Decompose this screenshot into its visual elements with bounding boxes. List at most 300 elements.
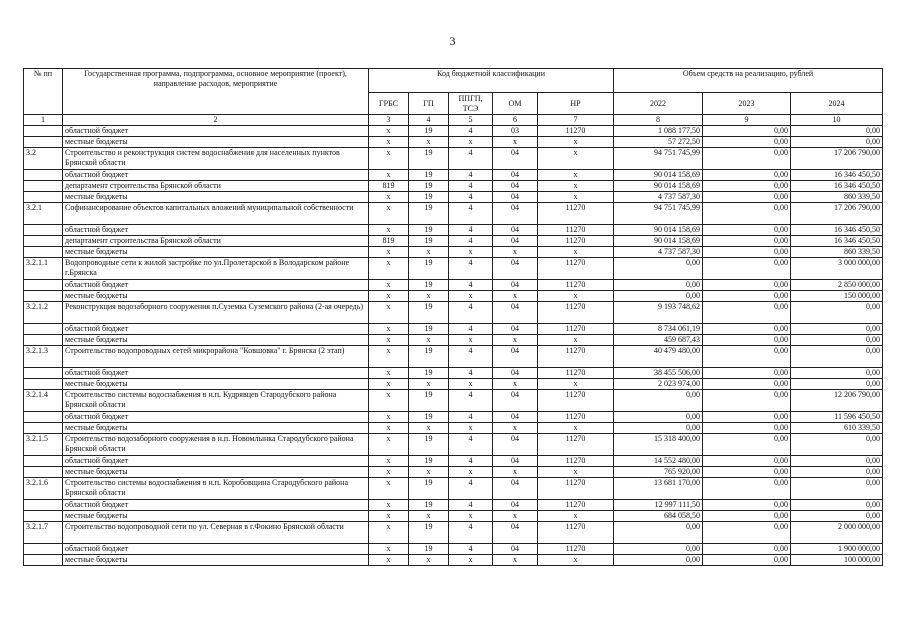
row-2023: 0,00 xyxy=(703,170,791,181)
row-grbs: 819 xyxy=(369,181,409,192)
row-gp: х xyxy=(409,467,449,478)
row-2024: 610 339,50 xyxy=(791,423,883,434)
row-2022: 15 318 400,00 xyxy=(614,434,703,456)
row-nr: х xyxy=(538,181,614,192)
row-gp: 19 xyxy=(409,456,449,467)
row-2022: 8 734 061,19 xyxy=(614,324,703,335)
row-2023: 0,00 xyxy=(703,236,791,247)
row-2022: 765 920,00 xyxy=(614,467,703,478)
budget-table xyxy=(23,68,883,566)
row-om: 04 xyxy=(493,412,538,423)
row-om: 04 xyxy=(493,456,538,467)
row-2022: 90 014 158,69 xyxy=(614,181,703,192)
row-name: Водопроводные сети к жилой застройке по ул.Пролетарской в Володарском районе г.Брянска xyxy=(63,258,369,280)
table-row xyxy=(24,544,883,555)
row-grbs: х xyxy=(369,126,409,137)
row-om: 04 xyxy=(493,181,538,192)
row-code: 3.2.1.3 xyxy=(24,346,63,368)
row-code xyxy=(24,500,63,511)
column-number: 10 xyxy=(791,115,883,126)
row-nr: х xyxy=(538,423,614,434)
row-nr: х xyxy=(538,291,614,302)
row-gp: х xyxy=(409,423,449,434)
row-2022: 0,00 xyxy=(614,291,703,302)
row-2023: 0,00 xyxy=(703,423,791,434)
row-2023: 0,00 xyxy=(703,324,791,335)
row-om: 04 xyxy=(493,170,538,181)
row-2022: 684 058,50 xyxy=(614,511,703,522)
row-2024: 0,00 xyxy=(791,346,883,368)
row-om: х xyxy=(493,137,538,148)
row-grbs: 819 xyxy=(369,236,409,247)
row-name: областной бюджет xyxy=(63,170,369,181)
row-nr: 11270 xyxy=(538,203,614,225)
row-2024: 0,00 xyxy=(791,456,883,467)
row-name: местные бюджеты xyxy=(63,137,369,148)
row-name: местные бюджеты xyxy=(63,467,369,478)
row-nr: 11270 xyxy=(538,225,614,236)
row-2024: 0,00 xyxy=(791,368,883,379)
row-2024: 0,00 xyxy=(791,137,883,148)
row-2024: 17 206 790,00 xyxy=(791,148,883,170)
row-name: областной бюджет xyxy=(63,225,369,236)
row-2023: 0,00 xyxy=(703,456,791,467)
table-row xyxy=(24,555,883,566)
row-gp: х xyxy=(409,379,449,390)
row-ppgp: х xyxy=(449,247,493,258)
row-code xyxy=(24,379,63,390)
row-code xyxy=(24,291,63,302)
row-code xyxy=(24,225,63,236)
row-2024: 16 346 450,50 xyxy=(791,225,883,236)
row-2024: 3 000 000,00 xyxy=(791,258,883,280)
row-grbs: х xyxy=(369,324,409,335)
row-2022: 94 751 745,99 xyxy=(614,148,703,170)
row-ppgp: 4 xyxy=(449,236,493,247)
row-om: х xyxy=(493,467,538,478)
row-2023: 0,00 xyxy=(703,368,791,379)
row-2024: 0,00 xyxy=(791,478,883,500)
row-om: х xyxy=(493,511,538,522)
table-row xyxy=(24,423,883,434)
row-nr: 11270 xyxy=(538,324,614,335)
row-ppgp: х xyxy=(449,467,493,478)
column-number: 5 xyxy=(449,115,493,126)
row-gp: х xyxy=(409,555,449,566)
row-name: департамент строительства Брянской области xyxy=(63,181,369,192)
row-grbs: х xyxy=(369,170,409,181)
row-grbs: х xyxy=(369,511,409,522)
header-nr: НР xyxy=(538,93,614,115)
column-number: 9 xyxy=(703,115,791,126)
row-ppgp: 4 xyxy=(449,412,493,423)
row-2023: 0,00 xyxy=(703,544,791,555)
row-grbs: х xyxy=(369,522,409,544)
row-2022: 94 751 745,99 xyxy=(614,203,703,225)
row-name: областной бюджет xyxy=(63,324,369,335)
table-row xyxy=(24,148,883,170)
row-gp: 19 xyxy=(409,346,449,368)
row-ppgp: х xyxy=(449,291,493,302)
row-2023: 0,00 xyxy=(703,280,791,291)
row-2023: 0,00 xyxy=(703,467,791,478)
row-2024: 2 850 000,00 xyxy=(791,280,883,291)
row-2023: 0,00 xyxy=(703,522,791,544)
row-grbs: х xyxy=(369,456,409,467)
row-om: 04 xyxy=(493,544,538,555)
table-row xyxy=(24,302,883,324)
row-2023: 0,00 xyxy=(703,192,791,203)
row-2022: 0,00 xyxy=(614,280,703,291)
row-gp: 19 xyxy=(409,390,449,412)
row-grbs: х xyxy=(369,467,409,478)
row-gp: 19 xyxy=(409,500,449,511)
row-2024: 0,00 xyxy=(791,126,883,137)
table-row xyxy=(24,335,883,346)
row-name: Строительство водопроводных сетей микрорайона "Ковшовка" г. Брянска (2 этап) xyxy=(63,346,369,368)
row-2024: 11 596 450,50 xyxy=(791,412,883,423)
row-2024: 0,00 xyxy=(791,379,883,390)
row-code xyxy=(24,280,63,291)
row-nr: 11270 xyxy=(538,412,614,423)
row-grbs: х xyxy=(369,258,409,280)
row-2022: 0,00 xyxy=(614,555,703,566)
row-om: х xyxy=(493,423,538,434)
row-gp: х xyxy=(409,247,449,258)
row-name: областной бюджет xyxy=(63,368,369,379)
row-code xyxy=(24,192,63,203)
row-nr: 11270 xyxy=(538,346,614,368)
row-ppgp: 4 xyxy=(449,181,493,192)
row-grbs: х xyxy=(369,423,409,434)
row-grbs: х xyxy=(369,203,409,225)
row-ppgp: 4 xyxy=(449,324,493,335)
row-nr: 11270 xyxy=(538,236,614,247)
column-number: 3 xyxy=(369,115,409,126)
row-2023: 0,00 xyxy=(703,203,791,225)
row-code xyxy=(24,467,63,478)
row-om: 04 xyxy=(493,302,538,324)
row-code xyxy=(24,555,63,566)
row-2022: 0,00 xyxy=(614,412,703,423)
row-2024: 100 000,00 xyxy=(791,555,883,566)
row-gp: 19 xyxy=(409,126,449,137)
row-nr: 11270 xyxy=(538,302,614,324)
table-row xyxy=(24,291,883,302)
row-code xyxy=(24,126,63,137)
row-2023: 0,00 xyxy=(703,258,791,280)
row-gp: 19 xyxy=(409,412,449,423)
row-2023: 0,00 xyxy=(703,302,791,324)
row-2023: 0,00 xyxy=(703,511,791,522)
row-nr: х xyxy=(538,335,614,346)
row-gp: 19 xyxy=(409,478,449,500)
row-2023: 0,00 xyxy=(703,379,791,390)
row-code xyxy=(24,247,63,258)
column-number: 1 xyxy=(24,115,63,126)
row-name: Реконструкция водозаборного сооружения п.Суземка Суземского района (2-ая очередь) xyxy=(63,302,369,324)
row-grbs: х xyxy=(369,280,409,291)
row-gp: 19 xyxy=(409,192,449,203)
row-grbs: х xyxy=(369,555,409,566)
row-2023: 0,00 xyxy=(703,478,791,500)
row-name: Строительство водозаборного сооружения в н.п. Новомлынка Стародубского района Брянской области xyxy=(63,434,369,456)
table-row xyxy=(24,522,883,544)
row-grbs: х xyxy=(369,478,409,500)
column-number: 4 xyxy=(409,115,449,126)
row-2022: 0,00 xyxy=(614,423,703,434)
header-volume: Объем средств на реализацию, рублей xyxy=(614,69,883,93)
header-2024: 2024 xyxy=(791,93,883,115)
row-code: 3.2.1 xyxy=(24,203,63,225)
row-2023: 0,00 xyxy=(703,291,791,302)
row-2023: 0,00 xyxy=(703,247,791,258)
table-row xyxy=(24,368,883,379)
row-code xyxy=(24,412,63,423)
row-ppgp: 4 xyxy=(449,544,493,555)
row-grbs: х xyxy=(369,544,409,555)
row-name: департамент строительства Брянской области xyxy=(63,236,369,247)
row-code xyxy=(24,324,63,335)
column-number: 7 xyxy=(538,115,614,126)
row-2022: 0,00 xyxy=(614,522,703,544)
row-2023: 0,00 xyxy=(703,148,791,170)
row-ppgp: 4 xyxy=(449,478,493,500)
row-2022: 9 193 748,62 xyxy=(614,302,703,324)
row-2024: 2 000 000,00 xyxy=(791,522,883,544)
row-2024: 0,00 xyxy=(791,500,883,511)
row-2024: 16 346 450,50 xyxy=(791,236,883,247)
row-2022: 38 455 506,00 xyxy=(614,368,703,379)
row-om: 04 xyxy=(493,500,538,511)
row-2022: 40 479 480,00 xyxy=(614,346,703,368)
row-code: 3.2.1.6 xyxy=(24,478,63,500)
header-ppgp: ППГП, ТСЭ xyxy=(449,93,493,115)
row-name: местные бюджеты xyxy=(63,335,369,346)
table-row xyxy=(24,346,883,368)
row-ppgp: 4 xyxy=(449,280,493,291)
row-om: 04 xyxy=(493,434,538,456)
row-code: 3.2.1.7 xyxy=(24,522,63,544)
row-grbs: х xyxy=(369,412,409,423)
row-name: местные бюджеты xyxy=(63,555,369,566)
row-ppgp: х xyxy=(449,379,493,390)
row-name: Строительство системы водоснабжения в н.п. Кудрявцев Стародубского района Брянской области xyxy=(63,390,369,412)
row-om: 04 xyxy=(493,478,538,500)
row-om: 04 xyxy=(493,236,538,247)
row-gp: 19 xyxy=(409,434,449,456)
row-2023: 0,00 xyxy=(703,390,791,412)
row-om: 04 xyxy=(493,280,538,291)
table-row xyxy=(24,500,883,511)
row-nr: 11270 xyxy=(538,368,614,379)
row-grbs: х xyxy=(369,148,409,170)
row-name: Строительство и реконструкция систем водоснабжения для населенных пунктов Брянской области xyxy=(63,148,369,170)
row-grbs: х xyxy=(369,302,409,324)
table-row xyxy=(24,225,883,236)
row-name: местные бюджеты xyxy=(63,379,369,390)
row-nr: 11270 xyxy=(538,456,614,467)
row-2022: 13 681 170,00 xyxy=(614,478,703,500)
row-gp: х xyxy=(409,291,449,302)
page-number: 3 xyxy=(449,34,456,48)
row-nr: х xyxy=(538,192,614,203)
row-grbs: х xyxy=(369,291,409,302)
row-gp: 19 xyxy=(409,203,449,225)
row-ppgp: 4 xyxy=(449,456,493,467)
table-row xyxy=(24,412,883,423)
row-2024: 0,00 xyxy=(791,434,883,456)
row-grbs: х xyxy=(369,390,409,412)
row-name: местные бюджеты xyxy=(63,192,369,203)
table-row xyxy=(24,170,883,181)
row-grbs: х xyxy=(369,137,409,148)
row-code xyxy=(24,236,63,247)
header-grbs: ГРБС xyxy=(369,93,409,115)
row-code: 3.2 xyxy=(24,148,63,170)
row-ppgp: 4 xyxy=(449,522,493,544)
row-grbs: х xyxy=(369,500,409,511)
row-2022: 4 737 587,30 xyxy=(614,192,703,203)
row-nr: 11270 xyxy=(538,390,614,412)
row-gp: 19 xyxy=(409,236,449,247)
row-om: 04 xyxy=(493,203,538,225)
row-2022: 1 088 177,50 xyxy=(614,126,703,137)
row-2022: 0,00 xyxy=(614,390,703,412)
row-2023: 0,00 xyxy=(703,346,791,368)
row-2022: 4 737 587,30 xyxy=(614,247,703,258)
row-ppgp: 4 xyxy=(449,192,493,203)
row-2024: 1 900 000,00 xyxy=(791,544,883,555)
row-code xyxy=(24,423,63,434)
row-2023: 0,00 xyxy=(703,500,791,511)
row-nr: х xyxy=(538,467,614,478)
table-row xyxy=(24,181,883,192)
row-2022: 12 997 111,50 xyxy=(614,500,703,511)
row-2023: 0,00 xyxy=(703,126,791,137)
row-2022: 14 552 480,00 xyxy=(614,456,703,467)
row-ppgp: х xyxy=(449,423,493,434)
column-number: 2 xyxy=(63,115,369,126)
row-2024: 16 346 450,50 xyxy=(791,181,883,192)
row-2024: 0,00 xyxy=(791,324,883,335)
table-body xyxy=(24,126,883,566)
row-om: 04 xyxy=(493,324,538,335)
table-row xyxy=(24,280,883,291)
row-nr: 11270 xyxy=(538,500,614,511)
row-2024: 0,00 xyxy=(791,511,883,522)
row-nr: х xyxy=(538,511,614,522)
row-2023: 0,00 xyxy=(703,412,791,423)
row-ppgp: х xyxy=(449,335,493,346)
row-2022: 90 014 158,69 xyxy=(614,236,703,247)
row-2024: 0,00 xyxy=(791,467,883,478)
row-nr: х xyxy=(538,379,614,390)
row-grbs: х xyxy=(369,225,409,236)
row-2024: 860 339,50 xyxy=(791,192,883,203)
row-grbs: х xyxy=(369,247,409,258)
row-code: 3.2.1.4 xyxy=(24,390,63,412)
row-2023: 0,00 xyxy=(703,434,791,456)
row-gp: 19 xyxy=(409,181,449,192)
row-code: 3.2.1.5 xyxy=(24,434,63,456)
table-row xyxy=(24,434,883,456)
header-gp: ГП xyxy=(409,93,449,115)
header-name: Государственная программа, подпрограмма, основное мероприятие (проект), направление расходов, мероприятие xyxy=(63,69,369,115)
row-2022: 90 014 158,69 xyxy=(614,170,703,181)
row-nr: 11270 xyxy=(538,478,614,500)
row-2022: 0,00 xyxy=(614,258,703,280)
row-2023: 0,00 xyxy=(703,181,791,192)
row-name: областной бюджет xyxy=(63,126,369,137)
column-number: 6 xyxy=(493,115,538,126)
table-row xyxy=(24,467,883,478)
row-gp: х xyxy=(409,137,449,148)
row-om: х xyxy=(493,291,538,302)
row-om: 04 xyxy=(493,346,538,368)
row-grbs: х xyxy=(369,379,409,390)
row-2022: 57 272,50 xyxy=(614,137,703,148)
row-om: 04 xyxy=(493,225,538,236)
row-2023: 0,00 xyxy=(703,137,791,148)
row-code: 3.2.1.2 xyxy=(24,302,63,324)
row-om: 04 xyxy=(493,192,538,203)
row-ppgp: 4 xyxy=(449,170,493,181)
row-nr: 11270 xyxy=(538,258,614,280)
row-nr: х xyxy=(538,247,614,258)
row-ppgp: 4 xyxy=(449,434,493,456)
row-name: Софинансирование объектов капитальных вложений муниципальной собственности xyxy=(63,203,369,225)
row-nr: 11270 xyxy=(538,544,614,555)
row-ppgp: х xyxy=(449,137,493,148)
row-name: местные бюджеты xyxy=(63,247,369,258)
table-row xyxy=(24,126,883,137)
row-2024: 17 206 790,00 xyxy=(791,203,883,225)
row-gp: 19 xyxy=(409,544,449,555)
row-ppgp: 4 xyxy=(449,126,493,137)
row-gp: 19 xyxy=(409,148,449,170)
row-gp: 19 xyxy=(409,280,449,291)
table-row xyxy=(24,324,883,335)
row-2023: 0,00 xyxy=(703,225,791,236)
row-grbs: х xyxy=(369,434,409,456)
row-2024: 12 206 790,00 xyxy=(791,390,883,412)
row-gp: х xyxy=(409,335,449,346)
row-name: местные бюджеты xyxy=(63,291,369,302)
row-code xyxy=(24,544,63,555)
table-row xyxy=(24,478,883,500)
row-2022: 2 023 974,00 xyxy=(614,379,703,390)
header-2023: 2023 xyxy=(703,93,791,115)
row-grbs: х xyxy=(369,192,409,203)
row-2024: 150 000,00 xyxy=(791,291,883,302)
row-2024: 0,00 xyxy=(791,302,883,324)
row-2024: 860 339,50 xyxy=(791,247,883,258)
table-row xyxy=(24,247,883,258)
row-grbs: х xyxy=(369,368,409,379)
header-2022: 2022 xyxy=(614,93,703,115)
row-om: 04 xyxy=(493,368,538,379)
row-grbs: х xyxy=(369,346,409,368)
row-grbs: х xyxy=(369,335,409,346)
column-number: 8 xyxy=(614,115,703,126)
table-row xyxy=(24,390,883,412)
row-om: х xyxy=(493,555,538,566)
row-name: местные бюджеты xyxy=(63,423,369,434)
table-row xyxy=(24,511,883,522)
row-gp: 19 xyxy=(409,368,449,379)
row-nr: х xyxy=(538,137,614,148)
